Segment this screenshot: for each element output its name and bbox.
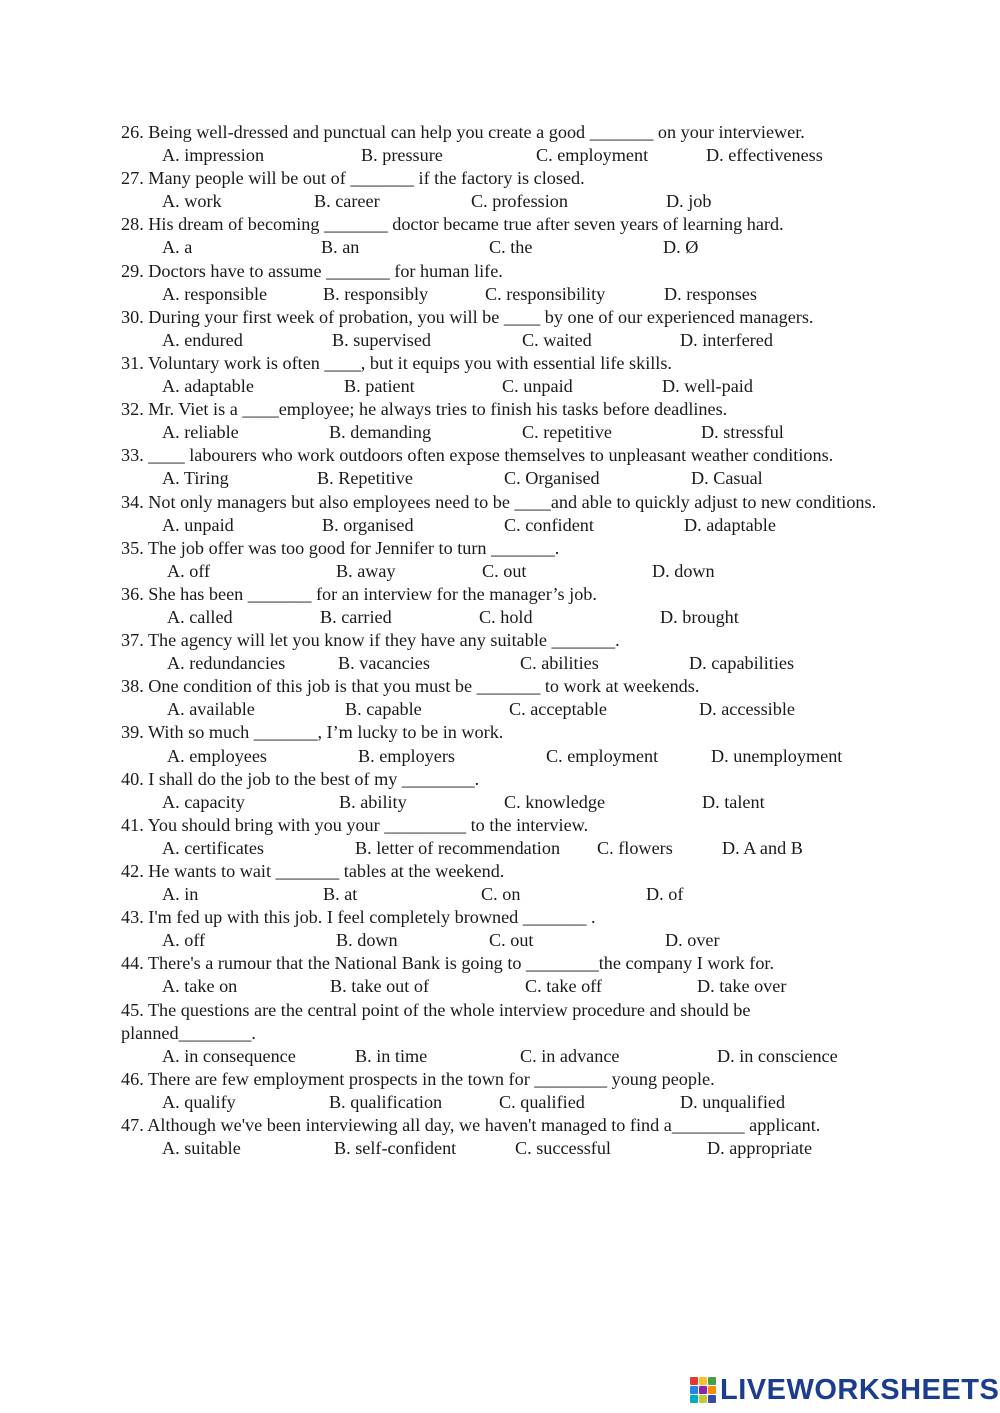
question-30: 30. During your first week of probation, you will be ____ by one of our experienced managers. — [121, 306, 814, 327]
options-row-27 — [121, 190, 881, 213]
option-40-d: D. talent — [702, 791, 765, 812]
question-40: 40. I shall do the job to the best of my ________. — [121, 768, 480, 789]
option-29-a: A. responsible — [162, 283, 268, 304]
option-44-a: A. take on — [162, 976, 238, 997]
options-row-46 — [121, 1091, 881, 1114]
question-46: 46. There are few employment prospects in the town for ________ young people. — [121, 1068, 715, 1089]
options-row-30 — [121, 329, 881, 352]
question-43: 43. I'm fed up with this job. I feel completely browned _______ . — [121, 907, 596, 928]
logo-tile — [690, 1386, 698, 1394]
option-30-a: A. endured — [162, 329, 243, 350]
options-row-31 — [121, 375, 881, 398]
option-31-d: D. well-paid — [662, 376, 753, 397]
question-37: 37. The agency will let you know if they have any suitable _______. — [121, 630, 620, 651]
logo-tile — [708, 1386, 716, 1394]
option-36-a: A. called — [167, 606, 233, 627]
question-36: 36. She has been _______ for an interview for the manager’s job. — [121, 583, 597, 604]
worksheet — [121, 121, 881, 1160]
question-33: 33. ____ labourers who work outdoors often expose themselves to unpleasant weather conditions. — [121, 445, 834, 466]
option-26-b: B. pressure — [361, 145, 443, 166]
option-41-b: B. letter of recommendation — [355, 837, 561, 858]
option-42-a: A. in — [162, 884, 199, 905]
logo-tile — [699, 1377, 707, 1385]
option-38-b: B. capable — [345, 699, 422, 720]
question-31: 31. Voluntary work is often ____, but it equips you with essential life skills. — [121, 352, 672, 373]
liveworksheets-icon — [690, 1377, 716, 1403]
option-30-c: C. waited — [522, 329, 592, 350]
option-36-b: B. carried — [320, 606, 392, 627]
logo-tile — [708, 1377, 716, 1385]
question-47: 47. Although we've been interviewing all day, we haven't managed to find a________ applicant. — [121, 1115, 821, 1136]
question-28: 28. His dream of becoming _______ doctor became true after seven years of learning hard. — [121, 214, 784, 235]
options-row-39 — [121, 745, 881, 768]
question-35: 35. The job offer was too good for Jennifer to turn _______. — [121, 537, 560, 558]
option-47-c: C. successful — [515, 1138, 611, 1159]
option-43-c: C. out — [489, 930, 534, 951]
option-29-c: C. responsibility — [485, 283, 606, 304]
question-38: 38. One condition of this job is that you must be _______ to work at weekends. — [121, 676, 700, 697]
option-34-d: D. adaptable — [684, 514, 776, 535]
logo-tile — [690, 1377, 698, 1385]
options-row-26 — [121, 144, 881, 167]
option-42-c: C. on — [481, 884, 521, 905]
question-41: 41. You should bring with you your _________ to the interview. — [121, 814, 589, 835]
option-47-b: B. self-confident — [334, 1138, 457, 1159]
option-35-b: B. away — [336, 560, 396, 581]
option-27-c: C. profession — [471, 191, 568, 212]
option-31-c: C. unpaid — [502, 376, 573, 397]
option-33-a: A. Tiring — [162, 468, 229, 489]
option-40-c: C. knowledge — [504, 791, 606, 812]
option-41-c: C. flowers — [597, 837, 673, 858]
option-45-b: B. in time — [355, 1045, 428, 1066]
option-43-b: B. down — [336, 930, 398, 951]
option-27-d: D. job — [666, 191, 712, 212]
options-row-43 — [121, 929, 881, 952]
options-row-28 — [121, 236, 881, 259]
liveworksheets-logo — [690, 1375, 999, 1405]
options-row-37 — [121, 652, 881, 675]
option-28-c: C. the — [489, 237, 533, 258]
option-29-b: B. responsibly — [323, 283, 429, 304]
option-37-c: C. abilities — [520, 653, 599, 674]
option-33-c: C. Organised — [504, 468, 600, 489]
option-47-a: A. suitable — [162, 1138, 241, 1159]
option-37-d: D. capabilities — [689, 653, 795, 674]
options-row-40 — [121, 791, 881, 814]
option-42-d: D. of — [646, 884, 684, 905]
option-35-d: D. down — [652, 560, 715, 581]
option-36-c: C. hold — [479, 606, 533, 627]
options-row-35 — [121, 560, 881, 583]
option-45-a: A. in consequence — [162, 1045, 296, 1066]
question-34: 34. Not only managers but also employees need to be ____and able to quickly adjust to new conditions. — [121, 491, 877, 512]
option-42-b: B. at — [323, 884, 358, 905]
option-32-d: D. stressful — [701, 422, 784, 443]
option-38-c: C. acceptable — [509, 699, 607, 720]
option-41-d: D. A and B — [722, 837, 803, 858]
option-35-c: C. out — [482, 560, 527, 581]
option-34-c: C. confident — [504, 514, 594, 535]
question-39: 39. With so much _______, I’m lucky to be in work. — [121, 722, 504, 743]
option-47-d: D. appropriate — [707, 1138, 813, 1159]
question-29: 29. Doctors have to assume _______ for human life. — [121, 260, 503, 281]
option-45-d: D. in conscience — [717, 1045, 838, 1066]
option-31-b: B. patient — [344, 376, 415, 397]
option-38-d: D. accessible — [699, 699, 795, 720]
option-36-d: D. brought — [660, 606, 739, 627]
option-29-d: D. responses — [664, 283, 757, 304]
option-32-c: C. repetitive — [522, 422, 612, 443]
logo-tile — [690, 1395, 698, 1403]
option-26-d: D. effectiveness — [706, 145, 823, 166]
question-27: 27. Many people will be out of _______ if the factory is closed. — [121, 168, 585, 189]
option-46-d: D. unqualified — [680, 1091, 786, 1112]
option-43-d: D. over — [665, 930, 720, 951]
option-30-b: B. supervised — [332, 329, 432, 350]
option-37-a: A. redundancies — [167, 653, 286, 674]
options-row-42 — [121, 883, 881, 906]
option-34-b: B. organised — [322, 514, 414, 535]
option-32-a: A. reliable — [162, 422, 239, 443]
option-32-b: B. demanding — [329, 422, 432, 443]
option-30-d: D. interfered — [680, 329, 773, 350]
option-44-b: B. take out of — [330, 976, 430, 997]
question-42: 42. He wants to wait _______ tables at the weekend. — [121, 861, 505, 881]
option-31-a: A. adaptable — [162, 376, 254, 397]
option-39-a: A. employees — [167, 745, 268, 766]
option-38-a: A. available — [167, 699, 255, 720]
option-26-c: C. employment — [536, 145, 649, 166]
options-row-33 — [121, 467, 881, 490]
option-46-b: B. qualification — [329, 1091, 443, 1112]
option-28-d: D. Ø — [663, 237, 699, 258]
brand-name: LIVEWORKSHEETS — [720, 1373, 1000, 1406]
option-26-a: A. impression — [162, 145, 265, 166]
question-26: 26. Being well-dressed and punctual can help you create a good _______ on your interviewer. — [121, 122, 805, 142]
options-row-41 — [121, 837, 881, 860]
question-32: 32. Mr. Viet is a ____employee; he always tries to finish his tasks before deadlines. — [121, 399, 728, 420]
logo-tile — [699, 1395, 707, 1403]
options-row-29 — [121, 283, 881, 306]
option-39-d: D. unemployment — [711, 745, 843, 766]
option-41-a: A. certificates — [162, 837, 264, 858]
option-40-a: A. capacity — [162, 791, 245, 812]
question-45: 45. The questions are the central point of the whole interview procedure and should be planned________. — [121, 999, 751, 1043]
option-27-a: A. work — [162, 191, 222, 212]
options-row-47 — [121, 1137, 881, 1160]
logo-tile — [699, 1386, 707, 1394]
option-37-b: B. vacancies — [338, 653, 430, 674]
options-row-45 — [121, 1045, 881, 1068]
option-40-b: B. ability — [339, 791, 407, 812]
option-28-a: A. a — [162, 237, 193, 258]
option-44-d: D. take over — [697, 976, 787, 997]
logo-tile — [708, 1395, 716, 1403]
option-34-a: A. unpaid — [162, 514, 234, 535]
options-row-38 — [121, 698, 881, 721]
option-44-c: C. take off — [525, 976, 602, 997]
option-33-d: D. Casual — [691, 468, 763, 489]
option-27-b: B. career — [314, 191, 380, 212]
options-row-44 — [121, 975, 881, 998]
option-46-a: A. qualify — [162, 1091, 236, 1112]
options-row-34 — [121, 514, 881, 537]
option-33-b: B. Repetitive — [317, 468, 413, 489]
option-46-c: C. qualified — [499, 1091, 585, 1112]
option-43-a: A. off — [162, 930, 206, 951]
options-row-32 — [121, 421, 881, 444]
option-39-c: C. employment — [546, 745, 659, 766]
option-39-b: B. employers — [358, 745, 455, 766]
options-row-36 — [121, 606, 881, 629]
option-45-c: C. in advance — [520, 1045, 620, 1066]
option-35-a: A. off — [167, 560, 211, 581]
option-28-b: B. an — [321, 237, 360, 258]
question-44: 44. There's a rumour that the National Bank is going to ________the company I work for. — [121, 953, 775, 974]
